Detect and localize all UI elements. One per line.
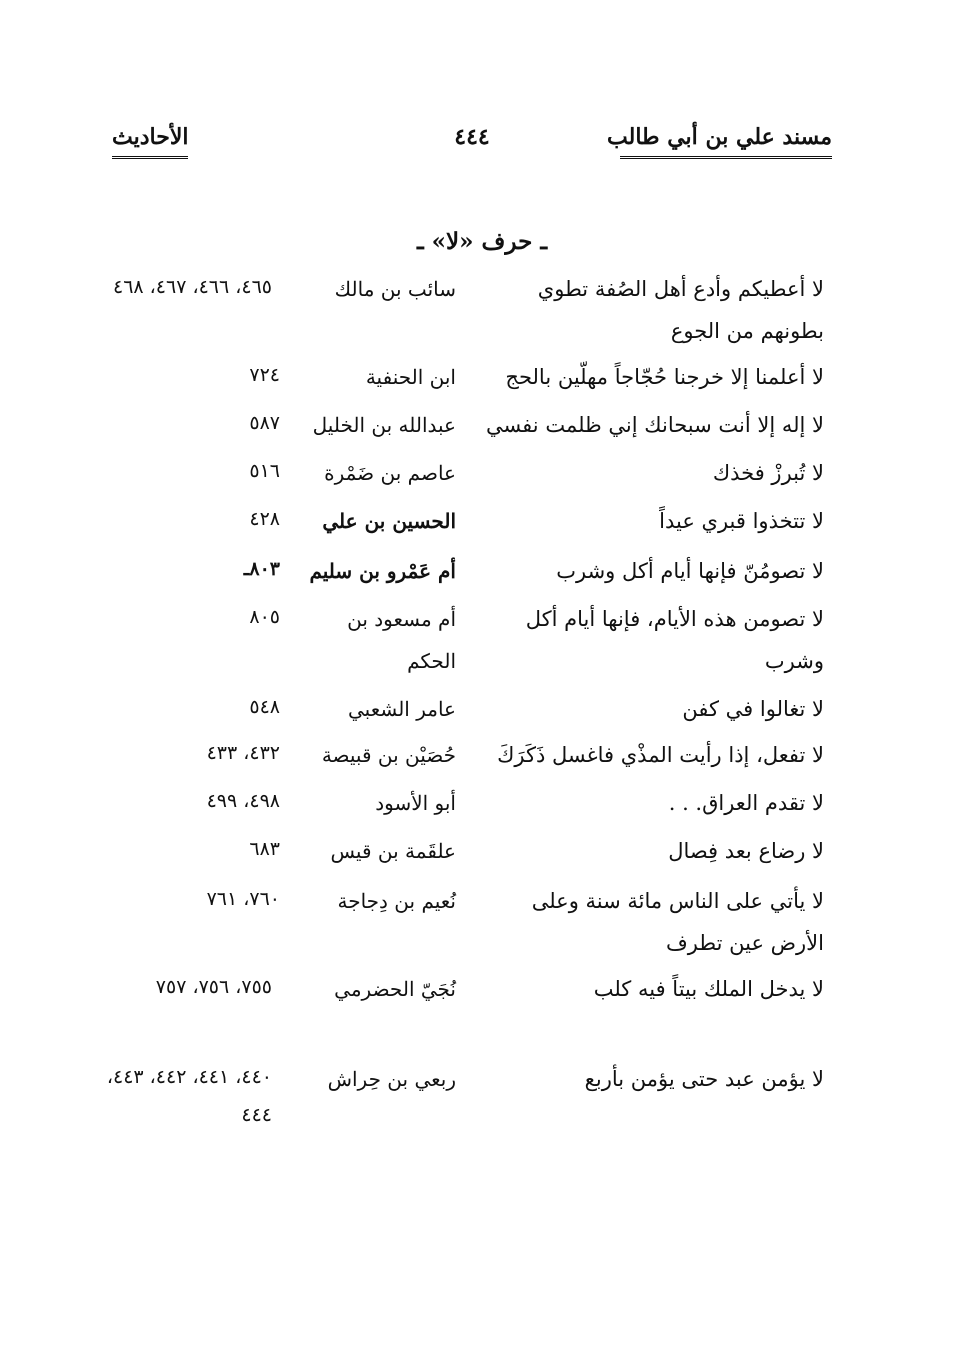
page-refs: ٦٨٣ (249, 838, 280, 860)
narrator: الحسين بن علي (322, 509, 456, 533)
page-refs: ٨٠٥ (249, 606, 280, 628)
hadith-text: لا يؤمن عبد حتى يؤمن بأربع (584, 1067, 824, 1091)
narrator: عامر الشعبي (348, 697, 456, 721)
hadith-text: لا تُبرزْ فخذك (712, 461, 824, 485)
hadith-text: لا تفعل، إذا رأيت المذْي فاغسل ذَكَرَكَ (497, 743, 824, 767)
page-refs: ٧٥٥، ٧٥٦، ٧٥٧ (155, 976, 272, 998)
book-title: مسند علي بن أبي طالب (607, 124, 832, 150)
narrator: أبو الأسود (375, 791, 456, 815)
page-refs: ٥١٦ (249, 460, 280, 482)
hadith-text: لا إله إلا أنت سبحانك إني ظلمت نفسي (485, 413, 824, 437)
page-refs: ٤٩٨، ٤٩٩ (206, 790, 280, 812)
narrator: علقَمة بن قيس (330, 839, 456, 863)
hadith-text: لا تقدم العراق. . . (668, 791, 824, 815)
section-title: ـ حرف «لا» ـ (416, 228, 548, 255)
hadith-text: لا تغالوا في كفن (682, 697, 824, 721)
section-name: الأحاديث (112, 124, 189, 150)
hadith-text: لا يدخل الملك بيتاً فيه كلب (593, 977, 824, 1001)
page-refs: ٨٠٣ـ (243, 558, 280, 580)
narrator: حُصَيْن بن قبيصة (321, 743, 456, 767)
page-refs: ٤٣٢، ٤٣٣ (206, 742, 280, 764)
hadith-text: لا تصومُنّ فإنها أيام أكل وشرب (556, 559, 824, 583)
hadith-text: لا أعطيكم وأدع أهل الصُفة تطوي بطونهم من الجوع (537, 277, 824, 343)
narrator: ابن الحنفية (365, 365, 456, 389)
page-refs: ٧٦٠، ٧٦١ (206, 888, 280, 910)
hadith-text: لا أعلمنا إلا خرجنا حُجّاجاً مهلّين بالحج (505, 365, 824, 389)
narrator: عبدالله بن الخليل (312, 413, 456, 437)
page-refs: ٤٤٠، ٤٤١، ٤٤٢، ٤٤٣، ٤٤٤ (106, 1066, 272, 1126)
narrator: نُجَيّ الحضرمي (334, 977, 456, 1001)
page-refs: ٤٦٥، ٤٦٦، ٤٦٧، ٤٦٨ (112, 276, 272, 298)
page-refs: ٥٤٨ (249, 696, 280, 718)
hadith-text: لا يأتي على الناس مائة سنة وعلى الأرض عين تطرف (531, 889, 824, 955)
page-number: ٤٤٤ (454, 124, 490, 150)
hadith-text: لا تصومن هذه الأيام، فإنها أيام أكل وشرب (525, 607, 824, 673)
narrator: نُعيم بن دِجاجة (337, 889, 456, 913)
page-refs: ٧٢٤ (249, 364, 280, 386)
page-refs: ٥٨٧ (249, 412, 280, 434)
narrator: أم عَمْرو بن سليم (309, 559, 456, 583)
narrator: عاصم بن ضَمْرة (324, 461, 456, 485)
hadith-text: لا تتخذوا قبري عيداً (659, 509, 824, 533)
narrator: أم مسعود بن الحكم (347, 607, 456, 673)
narrator: سائب بن مالك (334, 277, 456, 301)
hadith-text: لا رضاع بعد فِصال (668, 839, 824, 863)
narrator: ربعي بن حِراش (327, 1067, 456, 1091)
page-refs: ٤٢٨ (249, 508, 280, 530)
